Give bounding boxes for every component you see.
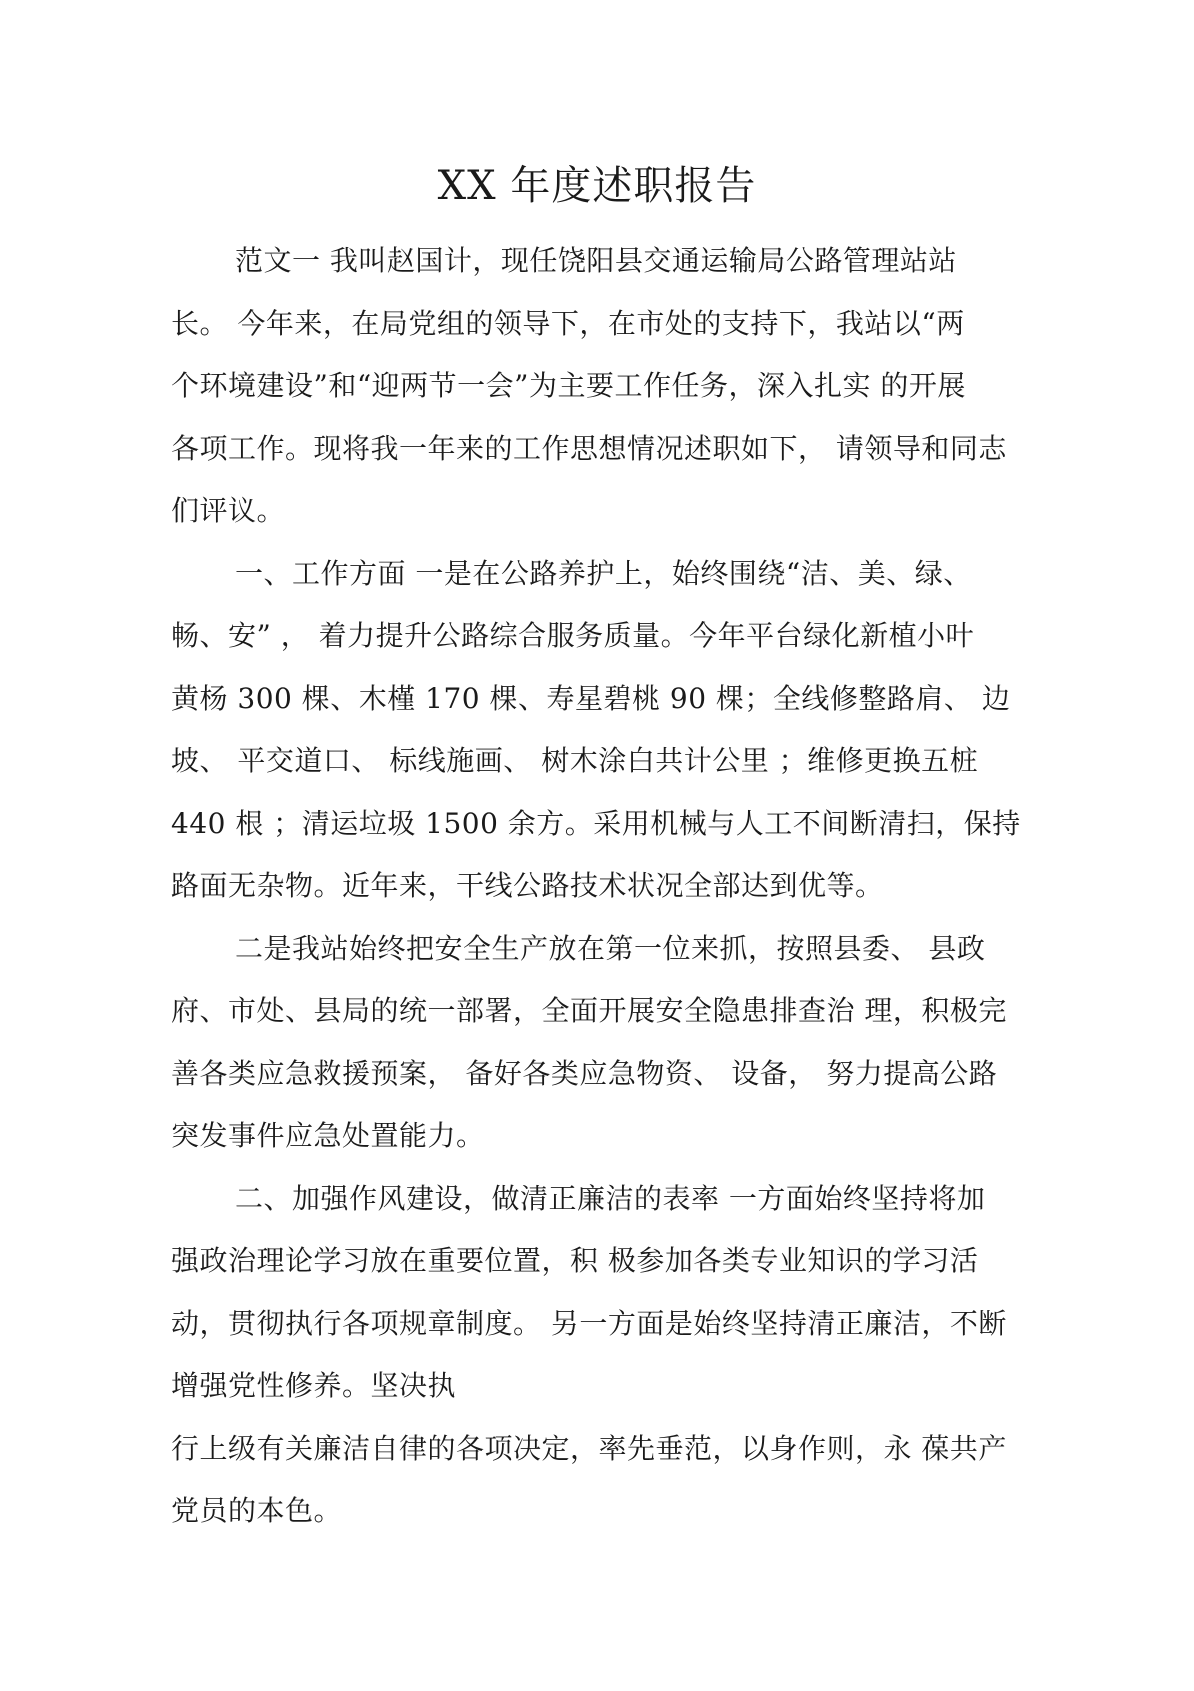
paragraph-line: 动，贯彻执行各项规章制度。 另一方面是始终坚持清正廉洁，不断: [171, 1306, 1007, 1340]
paragraph-line: 畅、安” ， 着力提升公路综合服务质量。今年平台绿化新植小叶: [171, 619, 975, 652]
paragraph-line: 行上级有关廉洁自律的各项决定，率先垂范，以身作则，永 葆共产: [171, 1431, 1007, 1465]
paragraph-line: 党员的本色。: [171, 1494, 343, 1527]
paragraph-line: 增强党性修养。坚决执: [171, 1369, 457, 1402]
paragraph-line: 长。 今年来，在局党组的领导下，在市处的支持下，我站以“两: [171, 306, 965, 340]
paragraph-line: 强政治理论学习放在重要位置，积 极参加各类专业知识的学习活: [171, 1244, 979, 1277]
paragraph-line: 二是我站始终把安全生产放在第一位来抓，按照县委、 县政: [235, 931, 986, 965]
paragraph-line: 一、工作方面 一是在公路养护上，始终围绕“洁、美、绿、: [235, 556, 972, 590]
paragraph-line: 个环境建设”和“迎两节一会”为主要工作任务，深入扎实 的开展: [171, 369, 966, 402]
paragraph-line: 黄杨 300 棵、木槿 170 棵、寿星碧桃 90 棵；全线修整路肩、 边: [171, 681, 1011, 715]
document-title: XX 年度述职报告: [437, 163, 757, 209]
document-body: [171, 230, 1024, 1543]
paragraph-line: 突发事件应急处置能力。: [171, 1119, 485, 1152]
paragraph-line: 府、市处、县局的统一部署，全面开展安全隐患排查治 理，积极完: [171, 994, 1007, 1027]
paragraph-line: 范文一 我叫赵国计，现任饶阳县交通运输局公路管理站站: [235, 244, 957, 277]
paragraph-line: 各项工作。现将我一年来的工作思想情况述职如下， 请领导和同志: [171, 431, 1007, 465]
paragraph-line: 440 根 ；清运垃圾 1500 余方。采用机械与人工不间断清扫，保持: [171, 806, 1021, 840]
paragraph-line: 坡、 平交道口、 标线施画、 树木涂白共计公里 ；维修更换五桩: [171, 744, 979, 777]
paragraph-line: 二、加强作风建设，做清正廉洁的表率 一方面始终坚持将加: [235, 1181, 986, 1215]
paragraph-line: 们评议。: [171, 494, 286, 527]
paragraph-line: 善各类应急救援预案， 备好各类应急物资、 设备， 努力提高公路: [171, 1056, 998, 1090]
paragraph-line: 路面无杂物。近年来，干线公路技术状况全部达到优等。: [171, 869, 884, 902]
